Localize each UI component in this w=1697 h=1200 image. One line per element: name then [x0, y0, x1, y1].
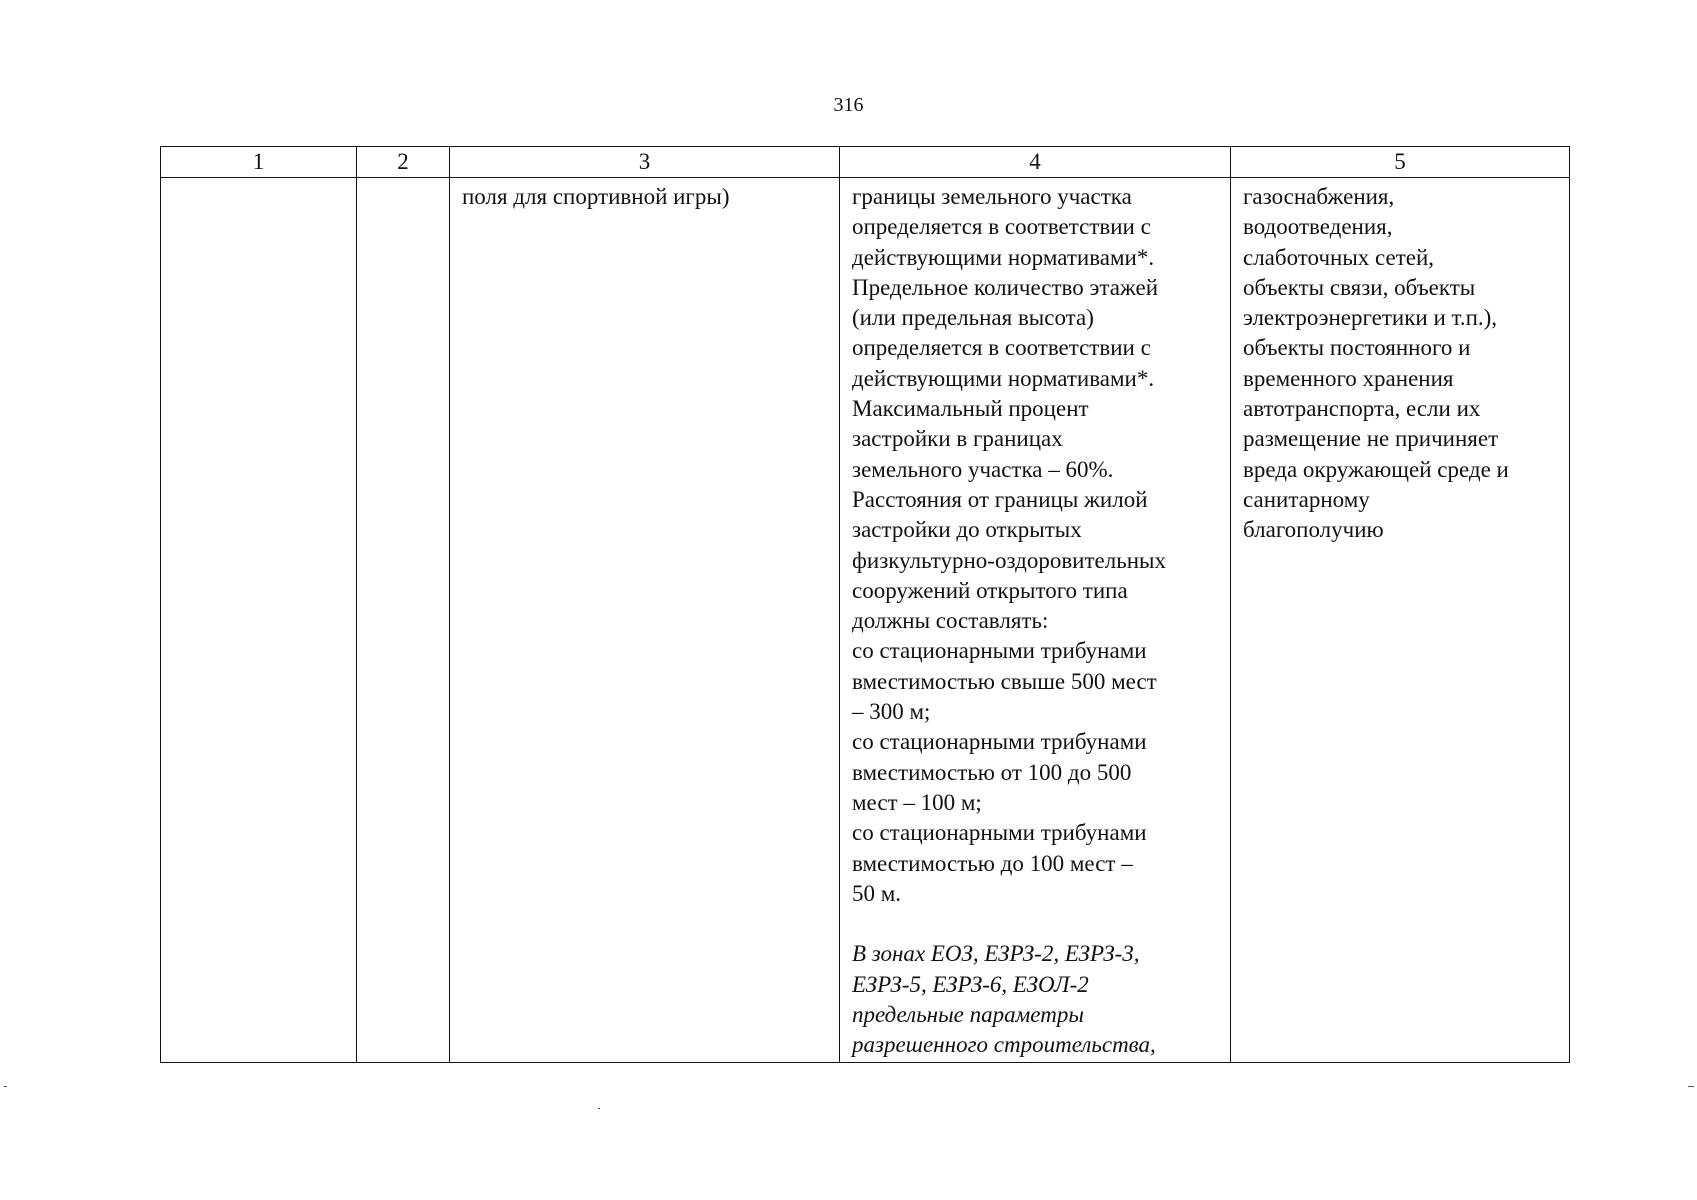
- cell-col-4-line: со стационарными трибунами: [852, 729, 1147, 755]
- cell-col-4-line: Предельное количество этажей: [852, 274, 1159, 300]
- cell-col-4-italic-line: В зонах ЕОЗ, ЕЗРЗ-2, ЕЗРЗ-3,: [852, 941, 1140, 967]
- cell-col-5-line: санитарному: [1243, 486, 1370, 512]
- cell-col-5-line: газоснабжения,: [1243, 184, 1395, 209]
- column-header-5: 5: [1231, 147, 1570, 178]
- regulations-table: [160, 146, 1570, 1063]
- cell-col-4-italic-line: разрешенного строительства,: [852, 1032, 1156, 1058]
- cell-col-4-line: должны составлять:: [852, 608, 1049, 634]
- page-number: 316: [833, 94, 864, 116]
- cell-col-2: [357, 178, 450, 1063]
- cell-col-4-line: со стационарными трибунами: [852, 820, 1147, 846]
- cell-col-4-line: Максимальный процент: [852, 396, 1089, 422]
- paragraph-gap: [852, 909, 1218, 939]
- cell-col-4-line: застройки в границах: [852, 426, 1063, 452]
- cell-col-4-line: сооружений открытого типа: [852, 577, 1128, 603]
- table-row: [161, 178, 1570, 1063]
- cell-col-1: [161, 178, 357, 1063]
- cell-col-4-line: Расстояния от границы жилой: [852, 486, 1148, 512]
- cell-col-5-line: благополучию: [1243, 517, 1384, 543]
- cell-col-4-line: со стационарными трибунами: [852, 638, 1147, 664]
- cell-col-4-line: застройки до открытых: [852, 517, 1082, 543]
- cell-col-5-line: объекты постоянного и: [1243, 335, 1471, 361]
- cell-col-4-line: определяется в соответствии с: [852, 335, 1151, 361]
- cell-col-5-line: размещение не причиняет: [1243, 426, 1499, 452]
- column-header-2: 2: [357, 147, 450, 178]
- cell-col-5-line: водоотведения,: [1243, 214, 1393, 240]
- cell-col-4-italic-line: предельные параметры: [852, 1002, 1084, 1028]
- cell-col-5: [1231, 178, 1570, 1063]
- column-header-4: 4: [840, 147, 1231, 178]
- scan-speck: [1688, 1086, 1694, 1087]
- cell-col-4-line: 50 м.: [852, 880, 902, 906]
- cell-col-5-line: автотранспорта, если их: [1243, 396, 1481, 422]
- cell-col-4: [840, 178, 1231, 1063]
- cell-col-4-line: границы земельного участка: [852, 184, 1132, 209]
- cell-col-5-line: объекты связи, объекты: [1243, 274, 1476, 300]
- header-row: [161, 147, 1570, 178]
- cell-col-3: [450, 178, 840, 1063]
- cell-col-5-line: электроэнергетики и т.п.),: [1243, 305, 1498, 331]
- cell-col-4-line: вместимостью свыше 500 мест: [852, 668, 1157, 694]
- column-header-3: 3: [450, 147, 840, 178]
- cell-col-4-line: земельного участка – 60%.: [852, 456, 1114, 482]
- cell-col-5-line: вреда окружающей среде и: [1243, 456, 1509, 482]
- scan-speck: [598, 1108, 600, 1109]
- cell-col-4-line: физкультурно-оздоровительных: [852, 547, 1166, 573]
- cell-col-4-line: вместимостью до 100 мест –: [852, 850, 1133, 876]
- cell-col-4-line: определяется в соответствии с: [852, 214, 1151, 240]
- cell-col-3-line: поля для спортивной игры): [462, 184, 730, 209]
- scan-speck: [4, 1086, 7, 1087]
- cell-col-4-line: действующими нормативами*.: [852, 365, 1155, 391]
- cell-col-4-line: мест – 100 м;: [852, 789, 982, 815]
- cell-col-4-line: вместимостью от 100 до 500: [852, 759, 1132, 785]
- cell-col-4-line: (или предельная высота): [852, 305, 1094, 331]
- column-header-1: 1: [161, 147, 357, 178]
- cell-col-4-italic-line: ЕЗРЗ-5, ЕЗРЗ-6, ЕЗОЛ-2: [852, 971, 1089, 997]
- cell-col-5-line: временного хранения: [1243, 365, 1454, 391]
- cell-col-4-line: – 300 м;: [852, 699, 931, 725]
- cell-col-5-line: слаботочных сетей,: [1243, 244, 1435, 270]
- cell-col-4-line: действующими нормативами*.: [852, 244, 1155, 270]
